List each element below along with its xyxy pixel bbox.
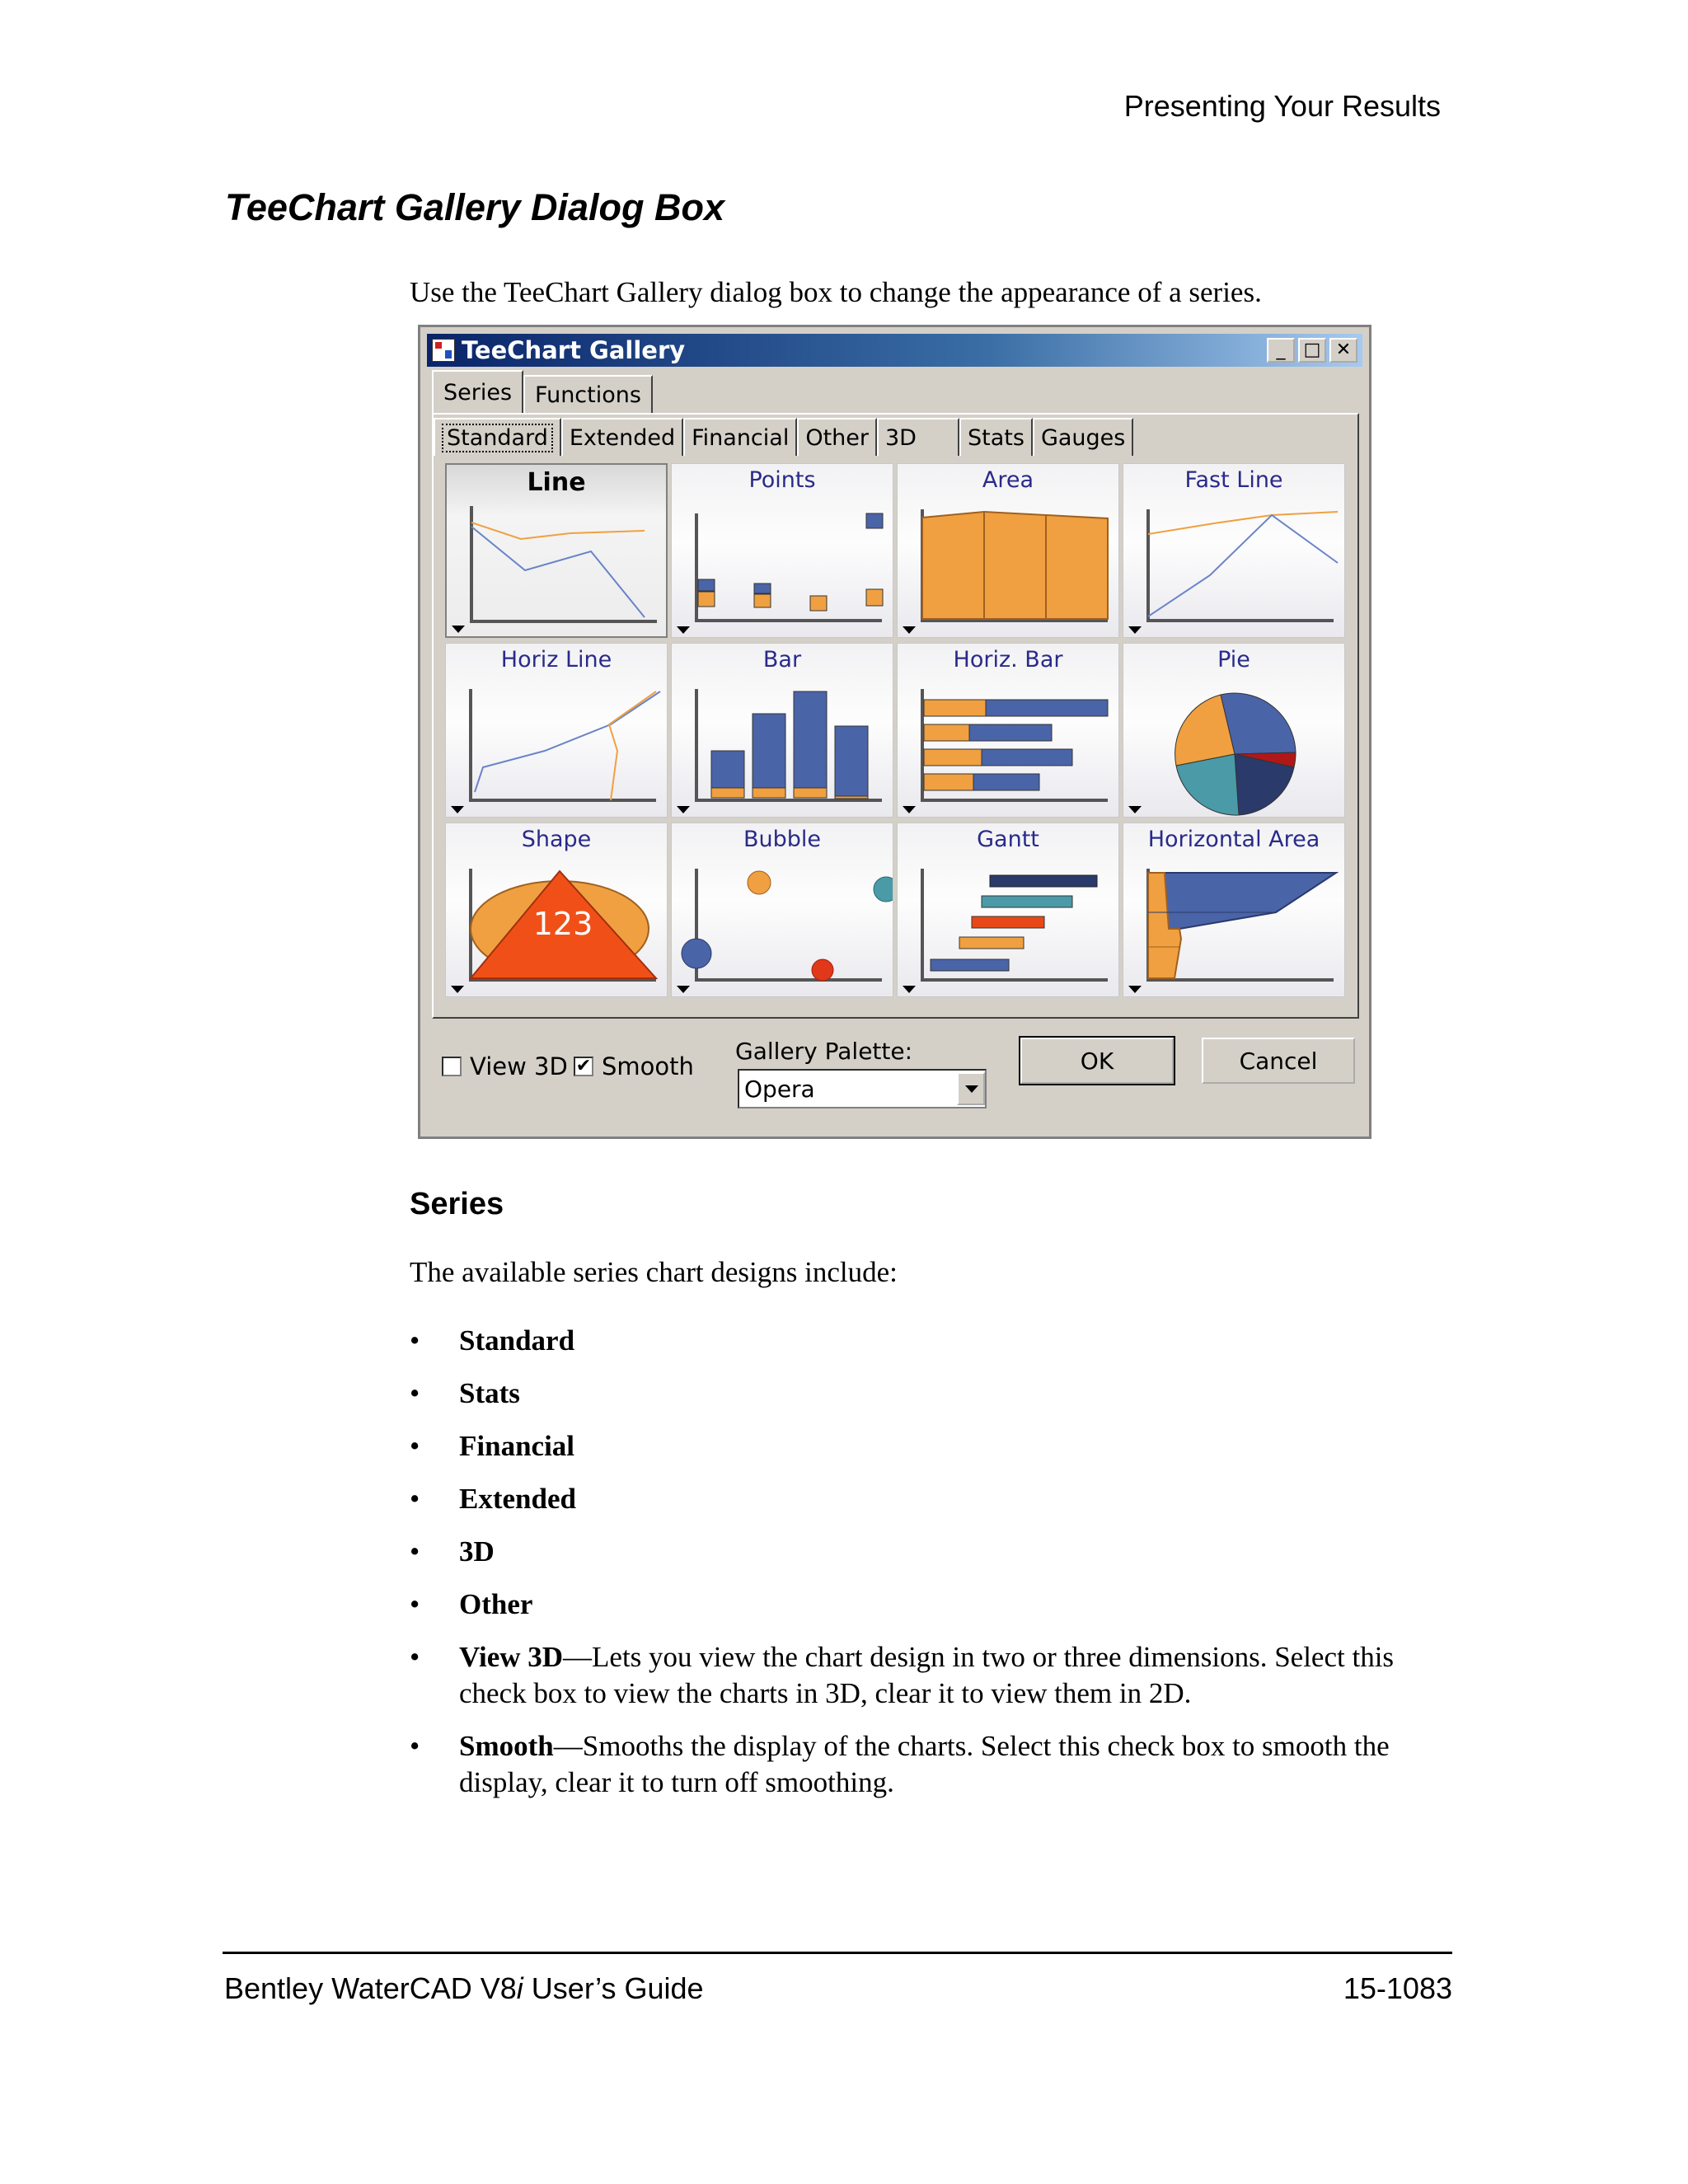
list-term: Smooth bbox=[459, 1730, 554, 1762]
gallery-label: Gantt bbox=[977, 827, 1039, 852]
gallery-label: Area bbox=[982, 467, 1034, 493]
gallery-palette-select[interactable] bbox=[738, 1069, 987, 1108]
gallery-item-points[interactable] bbox=[671, 463, 893, 638]
footer-guide-suffix: User’s Guide bbox=[523, 1971, 704, 2005]
chevron-down-icon[interactable] bbox=[903, 986, 916, 993]
horiz-line-chart-icon bbox=[446, 644, 668, 818]
gantt-chart-icon bbox=[898, 823, 1119, 997]
chevron-down-icon[interactable] bbox=[451, 986, 464, 993]
subtab-label: Standard bbox=[442, 424, 553, 452]
gallery-item-pie[interactable] bbox=[1123, 643, 1345, 818]
line-chart-icon bbox=[447, 465, 668, 638]
chevron-down-icon[interactable] bbox=[677, 626, 690, 634]
gallery-label: Shape bbox=[521, 827, 592, 852]
gallery-item-bubble[interactable] bbox=[671, 823, 893, 997]
gallery-label: Bubble bbox=[743, 827, 822, 852]
dialog-titlebar[interactable] bbox=[427, 334, 1362, 367]
list-item bbox=[410, 1534, 1448, 1570]
gallery-palette-label: Gallery Palette: bbox=[735, 1038, 913, 1065]
smooth-checkbox[interactable] bbox=[574, 1052, 694, 1080]
gallery-subtabs bbox=[434, 418, 1133, 456]
chevron-down-icon[interactable] bbox=[1128, 986, 1142, 993]
bar-chart-icon bbox=[672, 644, 893, 818]
list-item bbox=[410, 1376, 1448, 1412]
view-3d-box[interactable] bbox=[442, 1057, 462, 1076]
list-item bbox=[410, 1728, 1448, 1801]
pie-chart-icon bbox=[1123, 644, 1345, 818]
area-chart-icon bbox=[898, 464, 1119, 638]
subtab-standard[interactable] bbox=[434, 418, 561, 456]
subtab-financial[interactable]: Financial bbox=[683, 418, 797, 456]
footer-guide-prefix: Bentley WaterCAD V8 bbox=[224, 1971, 517, 2005]
gallery-item-shape[interactable] bbox=[445, 823, 668, 997]
cancel-button[interactable]: Cancel bbox=[1202, 1038, 1355, 1084]
gallery-grid bbox=[445, 463, 1352, 1014]
chevron-down-icon[interactable] bbox=[957, 1072, 985, 1105]
gallery-label: Horiz. Bar bbox=[953, 647, 1063, 673]
series-heading: Series bbox=[410, 1187, 504, 1221]
teechart-gallery-dialog bbox=[418, 325, 1372, 1139]
list-item bbox=[410, 1428, 1448, 1465]
list-term: Other bbox=[459, 1588, 533, 1620]
gallery-label: Pie bbox=[1217, 647, 1250, 673]
gallery-item-bar[interactable] bbox=[671, 643, 893, 818]
list-term: Standard bbox=[459, 1324, 575, 1357]
list-term: Financial bbox=[459, 1430, 575, 1462]
tab-series[interactable]: Series bbox=[432, 370, 523, 413]
chevron-down-icon[interactable] bbox=[451, 806, 464, 813]
gallery-label: Points bbox=[748, 467, 816, 493]
list-term: Stats bbox=[459, 1377, 520, 1409]
list-desc: —Smooths the display of the charts. Select this check box to smooth the display, clear it to turn off smoothing. bbox=[459, 1730, 1390, 1798]
ok-button[interactable]: OK bbox=[1020, 1038, 1174, 1084]
gallery-item-gantt[interactable] bbox=[897, 823, 1119, 997]
view-3d-checkbox[interactable] bbox=[442, 1052, 568, 1080]
chevron-down-icon[interactable] bbox=[903, 626, 916, 634]
smooth-label: Smooth bbox=[602, 1052, 694, 1080]
dialog-title: TeeChart Gallery bbox=[462, 336, 686, 364]
chevron-down-icon[interactable] bbox=[903, 806, 916, 813]
dialog-controls bbox=[420, 1019, 1369, 1135]
palette-value: Opera bbox=[744, 1075, 815, 1103]
chevron-down-icon[interactable] bbox=[452, 626, 465, 633]
list-term: Extended bbox=[459, 1483, 576, 1515]
gallery-item-horizontal-area[interactable] bbox=[1123, 823, 1345, 997]
page-header: Presenting Your Results bbox=[1123, 89, 1441, 123]
intro-text: Use the TeeChart Gallery dialog box to change the appearance of a series. bbox=[410, 276, 1262, 308]
series-intro: The available series chart designs include: bbox=[410, 1256, 898, 1288]
list-term: View 3D bbox=[459, 1641, 564, 1673]
chevron-down-icon[interactable] bbox=[1128, 806, 1142, 813]
chevron-down-icon[interactable] bbox=[677, 986, 690, 993]
section-title: TeeChart Gallery Dialog Box bbox=[225, 186, 725, 228]
list-item bbox=[410, 1323, 1448, 1359]
tab-functions[interactable]: Functions bbox=[523, 375, 653, 413]
shape-chart-icon bbox=[446, 823, 668, 997]
gallery-label: Bar bbox=[762, 647, 802, 673]
gallery-item-horiz-line[interactable] bbox=[445, 643, 668, 818]
list-item bbox=[410, 1639, 1448, 1712]
list-item bbox=[410, 1586, 1448, 1623]
app-icon bbox=[432, 339, 455, 362]
gallery-label: Line bbox=[527, 468, 586, 497]
minimize-button[interactable]: _ bbox=[1267, 338, 1295, 363]
footer-guide-italic: i bbox=[516, 1971, 523, 2005]
subtab-3d[interactable]: 3D bbox=[877, 418, 959, 456]
footer-rule bbox=[223, 1952, 1452, 1954]
gallery-item-line[interactable] bbox=[445, 463, 668, 638]
series-list bbox=[410, 1323, 1448, 1817]
view-3d-label: View 3D bbox=[470, 1052, 568, 1080]
footer-guide-title bbox=[224, 1971, 704, 2006]
chevron-down-icon[interactable] bbox=[1128, 626, 1142, 634]
subtab-stats[interactable]: Stats bbox=[959, 418, 1033, 456]
maximize-button[interactable]: □ bbox=[1298, 338, 1326, 363]
gallery-label: Fast Line bbox=[1184, 467, 1283, 493]
list-item bbox=[410, 1481, 1448, 1517]
shape-text: 123 bbox=[532, 906, 593, 942]
subtab-gauges[interactable]: Gauges bbox=[1033, 418, 1133, 456]
bubble-chart-icon bbox=[672, 823, 893, 997]
horiz-bar-chart-icon bbox=[898, 644, 1119, 818]
horizontal-area-chart-icon bbox=[1123, 823, 1345, 997]
chevron-down-icon[interactable] bbox=[677, 806, 690, 813]
points-chart-icon bbox=[672, 464, 893, 638]
list-term: 3D bbox=[459, 1535, 495, 1568]
gallery-item-fast-line[interactable] bbox=[1123, 463, 1345, 638]
subtab-extended[interactable]: Extended bbox=[561, 418, 683, 456]
gallery-item-area[interactable] bbox=[897, 463, 1119, 638]
subtab-other[interactable]: Other bbox=[797, 418, 877, 456]
close-button[interactable]: ✕ bbox=[1329, 338, 1357, 363]
gallery-label: Horizontal Area bbox=[1147, 827, 1320, 852]
page-number: 15-1083 bbox=[1343, 1971, 1452, 2005]
gallery-item-horiz-bar[interactable] bbox=[897, 643, 1119, 818]
main-tabs bbox=[432, 375, 653, 413]
gallery-label: Horiz Line bbox=[500, 647, 612, 673]
fast-line-chart-icon bbox=[1123, 464, 1345, 638]
list-desc: —Lets you view the chart design in two or three dimensions. Select this check box to view the charts in 3D, clear it to view them in 2D. bbox=[459, 1641, 1395, 1709]
smooth-check-icon[interactable]: ✔ bbox=[574, 1057, 593, 1076]
